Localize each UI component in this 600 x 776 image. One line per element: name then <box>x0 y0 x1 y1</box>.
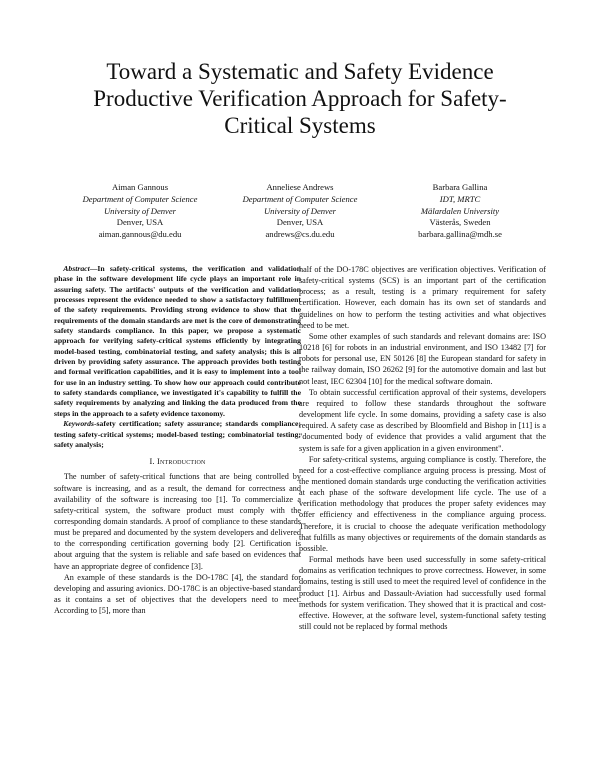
author-2 <box>220 182 380 241</box>
author-1 <box>60 182 220 241</box>
body-paragraph: To obtain successful certification approval of their systems, developers are required to follow these standards throughout the software development life cycle. In some domains, providing a safety case is also required. A safety case as described by Bloomfield and Bishop in [11] is a "documented body of evidence that provides a valid argument that the system is safe for a given application in a given environment". <box>299 387 546 453</box>
author-department: Department of Computer Science <box>82 193 198 204</box>
author-location: Denver, USA <box>116 217 164 228</box>
abstract <box>54 264 301 419</box>
author-department: Department of Computer Science <box>242 193 358 204</box>
author-location: Denver, USA <box>276 217 324 228</box>
author-email[interactable]: andrews@cs.du.edu <box>265 229 335 240</box>
abstract-label: Abstract <box>63 264 90 273</box>
keywords-label: Keywords <box>63 419 94 429</box>
author-name: Anneliese Andrews <box>266 182 334 192</box>
body-paragraph: The number of safety-critical functions that are being controlled by software is increasing, and as a result, the demand for correctness and availability of the software is increasing too [1]. To commercialize a safety-critical system, the software product must comply with the corresponding domain standards. A proof of compliance to these standards must be prepared and documented by the system developers and delivered to the corresponding certification governing body [2]. Certification is about arguing that the system is reliable and safe based on evidences that have an appropriate degree of confidence [3]. <box>54 472 301 571</box>
author-3 <box>380 182 540 241</box>
body-paragraph: Formal methods have been used successfully in some safety-critical domains as verification techniques to prove correctness. However, in some domains, testing is still used to meet the required level of confidence in the product [1]. Airbus and Dassault-Aviation had successfully used formal methods for system verification. They showed that it is practical and cost-effective. However, at the software level, system-functional safety testing still could not be replaced by formal methods <box>299 555 546 631</box>
keywords <box>54 419 301 450</box>
author-name: Aiman Gannous <box>111 182 169 192</box>
author-name: Barbara Gallina <box>432 182 488 192</box>
author-organization: Mälardalen University <box>420 205 500 216</box>
author-organization: University of Denver <box>103 205 177 216</box>
body-paragraph: For safety-critical systems, arguing compliance is costly. Therefore, the need for a cost-effective compliance arguing process is pressing. Most of the mentioned domain standards urge conducting the verification activities at each phase of the software development life cycle. The use of a verification methodology that produces the proper safety evidences may offer efficiency and effectiveness in the compliance arguing process. Therefore, it is crucial to choose the adequate verification methodology that fulfills as many objectives or requirements of the domain standards as possible. <box>299 454 546 553</box>
author-email[interactable]: barbara.gallina@mdh.se <box>418 229 502 240</box>
author-organization: University of Denver <box>263 205 337 216</box>
left-column <box>54 264 301 616</box>
right-column <box>299 264 546 632</box>
section-number: I. <box>149 457 155 467</box>
section-title: Introduction <box>157 457 206 467</box>
keywords-text: -safety certification; safety assurance; standards compliance; testing safety-critical systems; model-based testing; combinatorial testing; safety analysis; <box>54 419 301 449</box>
body-paragraph: half of the DO-178C objectives are verification objectives. Verification of safety-critical systems (SCS) is an important part of the certification process; as a result, testing is a primary requirement for safety certification. However, each domain has its own set of standards and guidelines on how to perform the testing activities and what objectives need to be met. <box>299 265 546 330</box>
author-department: IDT, MRTC <box>439 193 481 204</box>
body-paragraph: An example of these standards is the DO-178C [4], the standard for developing and assuring avionics. DO-178C is an objective-based standard as it contains a set of objectives that the developers need to meet. According to [5], more than <box>54 572 301 616</box>
section-heading <box>54 456 301 467</box>
body-paragraph: Some other examples of such standards and relevant domains are: ISO 10218 [6] for robots in an industrial environment, and ISO 13482 [7] for robots for personal use, EN 50126 [8] the European standard for safety in the railway domain, ISO 26262 [9] for the automotive domain and last but not least, IEC 62304 [10] for the medical software domain. <box>299 331 546 386</box>
author-location: Västerås, Sweden <box>429 217 491 228</box>
abstract-text: —In safety-critical systems, the verification and validation phase in the software development life cycle plays an important role in assuring safety. The artifacts' outputs of the verification and validation processes represent the evidence needed to show a satisfactory fulfillment of the safety requirements. Providing strong evidence to show that the requirements of the domain standards are met is the core of demonstrating safety standards compliance. In this paper, we propose a systematic approach for verifying safety-critical systems efficiently by integrating model-based testing, combinatorial testing, and safety analysis; this is all driven by providing safety assurance. The approach provides both testing and formal verification capabilities, and it is easy to implement into a tool for use in an industry setting. To show how our approach could contribute to safety standards compliance, we investigated it's capability to fulfill the safety requirements by analyzing and linking the data produced from the steps in the approach to a safety evidence taxonomy. <box>54 264 301 418</box>
paper-title: Toward a Systematic and Safety Evidence Productive Verification Approach for Safety-Critical Systems <box>93 59 507 138</box>
author-block <box>60 182 540 242</box>
author-email[interactable]: aiman.gannous@du.edu <box>98 229 182 240</box>
